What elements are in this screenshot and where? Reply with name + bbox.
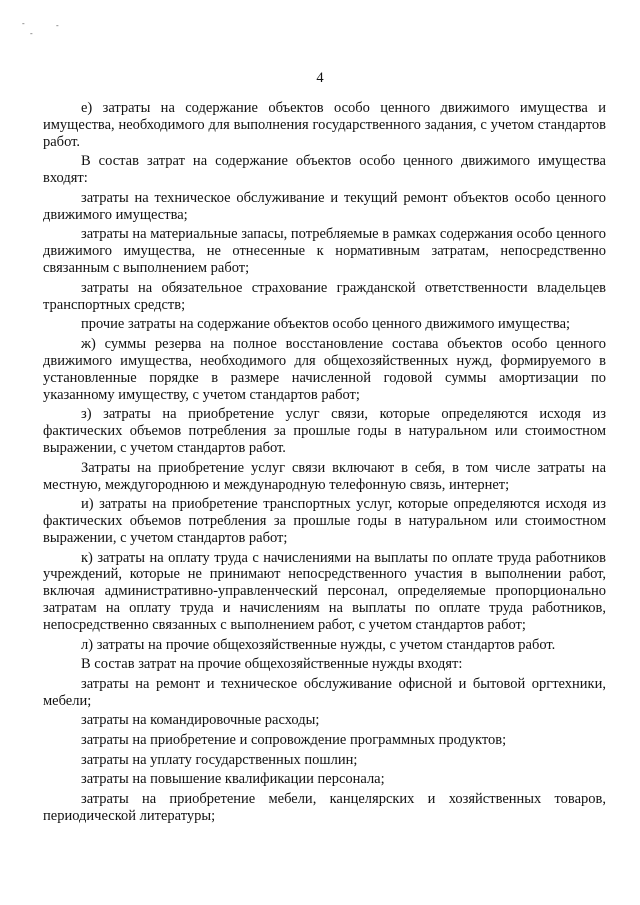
corner-mark: -	[30, 29, 33, 38]
document-body	[43, 100, 606, 825]
paragraph: В состав затрат на содержание объектов особо ценного движимого имущества входят:	[43, 153, 606, 187]
paragraph: затраты на приобретение и сопровождение программных продуктов;	[81, 732, 507, 749]
corner-mark: -	[56, 21, 59, 30]
page-number: 4	[316, 70, 324, 86]
paragraph: ж) суммы резерва на полное восстановление состава объектов особо ценного движимого имущества, необходимого для общехозяйственных нужд, формируемого в установленные порядке в размере начисленной годовой суммы амортизации по указанному имуществу, с учетом стандартов работ;	[43, 335, 606, 403]
paragraph: затраты на материальные запасы, потребляемые в рамках содержания особо ценного движимого имущества, не отнесенные к нормативным затратам, непосредственно связанным с выполнением работ;	[43, 226, 606, 277]
paragraph: е) затраты на содержание объектов особо ценного движимого имущества и имущества, необходимого для выполнения государственного задания, с учетом стандартов работ.	[43, 100, 606, 150]
paragraph: затраты на повышение квалификации персонала;	[81, 771, 385, 788]
paragraph: затраты на командировочные расходы;	[81, 712, 320, 729]
paragraph: затраты на уплату государственных пошлин;	[81, 751, 358, 768]
paragraph: прочие затраты на содержание объектов особо ценного движимого имущества;	[81, 316, 571, 333]
corner-mark: -	[22, 19, 25, 28]
paragraph: затраты на техническое обслуживание и текущий ремонт объектов особо ценного движимого имущества;	[43, 189, 606, 223]
paragraph: В состав затрат на прочие общехозяйственные нужды входят:	[81, 656, 463, 673]
paragraph: к) затраты на оплату труда с начислениями на выплаты по оплате труда работников учреждений, которые не принимают непосредственного участия в выполнении работ, включая административно-управленческий персонал, определяемые пропорционально затратам на оплату труда и начислениям на выплаты по оплате труда работников, непосредственно связанных с выполнением работ, с учетом стандартов работ;	[43, 549, 606, 634]
paragraph: л) затраты на прочие общехозяйственные нужды, с учетом стандартов работ.	[81, 636, 556, 653]
paragraph: Затраты на приобретение услуг связи включают в себя, в том числе затраты на местную, междугороднюю и международную телефонную связь, интернет;	[43, 459, 606, 493]
paragraph: и) затраты на приобретение транспортных услуг, которые определяются исходя из фактических объемов потребления за прошлые годы в натуральном или стоимостном выражении, с учетом стандартов работ;	[43, 496, 606, 546]
paragraph: з) затраты на приобретение услуг связи, которые определяются исходя из фактических объемов потребления за прошлые годы в натуральном или стоимостном выражении, с учетом стандартов работ.	[43, 406, 606, 457]
paragraph: затраты на ремонт и техническое обслуживание офисной и бытовой оргтехники, мебели;	[43, 675, 606, 709]
paragraph: затраты на обязательное страхование гражданской ответственности владельцев транспортных средств;	[43, 279, 606, 313]
paragraph: затраты на приобретение мебели, канцелярских и хозяйственных товаров, периодической литературы;	[43, 790, 606, 824]
